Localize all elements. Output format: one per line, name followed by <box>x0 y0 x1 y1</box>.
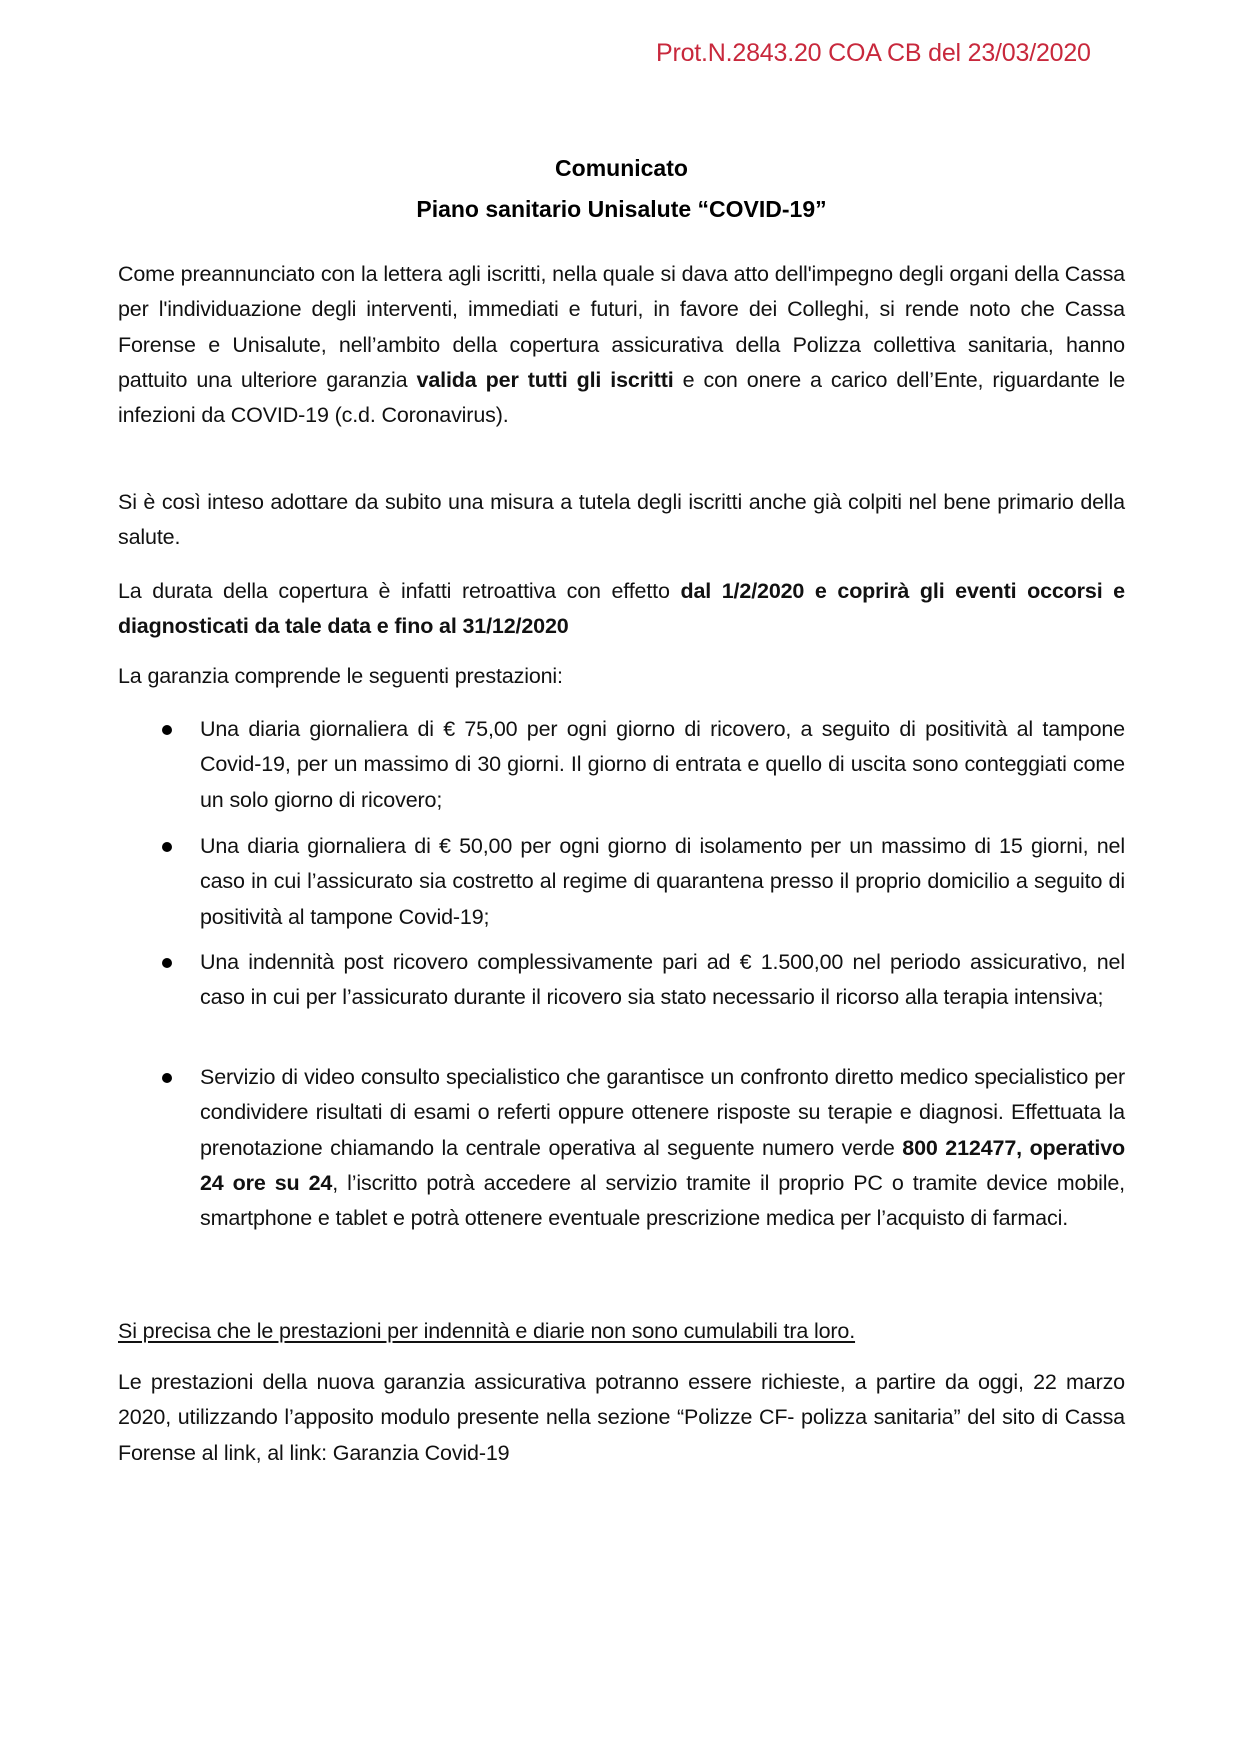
service-text-after: , l’iscritto potrà accedere al servizio tramite il proprio PC o tramite device mobile, smartphone e tablet e potrà ottenere eventuale prescrizione medica per l’acquisto di farmaci. <box>200 1170 1126 1231</box>
protocol-stamp: Prot.N.2843.20 COA CB del 23/03/2020 <box>656 39 1091 67</box>
paragraph-list-intro: La garanzia comprende le seguenti prestazioni: <box>118 664 563 688</box>
document-title: Comunicato <box>555 155 688 181</box>
bullet-icon <box>162 725 172 735</box>
intro-text: Come preannunciato con la lettera agli iscritti, nella quale si dava atto dell'impegno degli organi della Cassa per l'individuazione degli interventi, immediati e futuri, in favore dei Colleghi, si rende noto che Cassa Forense e Unisalute, nell’ambito della copertura assicurativa della Polizza collettiva sanitaria, hanno pattuito una ulteriore garanzia <box>118 262 1125 392</box>
note-underlined: Si precisa che le prestazioni per indennità e diarie non sono cumulabili tra loro. <box>118 1319 856 1343</box>
duration-bold: dal 1/2/2020 e coprirà gli eventi occorsi e diagnosticati da tale data e fino al 31/12/2020 <box>118 579 1125 639</box>
paragraph-closing: Le prestazioni della nuova garanzia assicurativa potranno essere richieste, a partire da oggi, 22 marzo 2020, utilizzando l’apposito modulo presente nella sezione “Polizze CF- polizza sanitaria” del sito di Cassa Forense al link, al link: Garanzia Covid-19 <box>118 1370 1125 1465</box>
list-item: Una diaria giornaliera di € 75,00 per ogni giorno di ricovero, a seguito di positività al tampone Covid-19, per un massimo di 30 giorni. Il giorno di entrata e quello di uscita sono conteggiati come un solo giorno di ricovero; <box>200 717 1125 812</box>
document-subtitle: Piano sanitario Unisalute “COVID-19” <box>416 196 827 222</box>
list-item <box>200 1060 1125 1236</box>
paragraph-measure: Si è così inteso adottare da subito una misura a tutela degli iscritti anche già colpiti nel bene primario della salute. <box>118 490 1125 550</box>
duration-text: La durata della copertura è infatti retroattiva con effetto <box>118 579 681 603</box>
bullet-icon <box>162 842 172 852</box>
paragraph-intro <box>118 257 1125 433</box>
paragraph-duration <box>118 574 1125 645</box>
service-text: Servizio di video consulto specialistico che garantisce un confronto diretto medico specialistico per condividere risultati di esami o referti oppure ottenere risposte su terapie e diagnosi. Effettuata la prenotazione chiamando la centrale operativa al seguente numero verde <box>200 1065 1125 1160</box>
bullet-icon <box>162 1073 172 1083</box>
bullet-icon <box>162 958 172 968</box>
phone-number-bold: 800 212477, operativo 24 ore su 24 <box>200 1135 1125 1195</box>
intro-bold: valida per tutti gli iscritti <box>416 367 674 392</box>
intro-text-after: e con onere a carico dell’Ente, riguardante le infezioni da COVID-19 (c.d. Coronavirus). <box>118 367 1126 428</box>
list-item: Una diaria giornaliera di € 50,00 per ogni giorno di isolamento per un massimo di 15 giorni, nel caso in cui l’assicurato sia costretto al regime di quarantena presso il proprio domicilio a seguito di positività al tampone Covid-19; <box>200 834 1125 929</box>
list-item: Una indennità post ricovero complessivamente pari ad € 1.500,00 nel periodo assicurativo, nel caso in cui per l’assicurato durante il ricovero sia stato necessario il ricorso alla terapia intensiva; <box>200 950 1125 1010</box>
